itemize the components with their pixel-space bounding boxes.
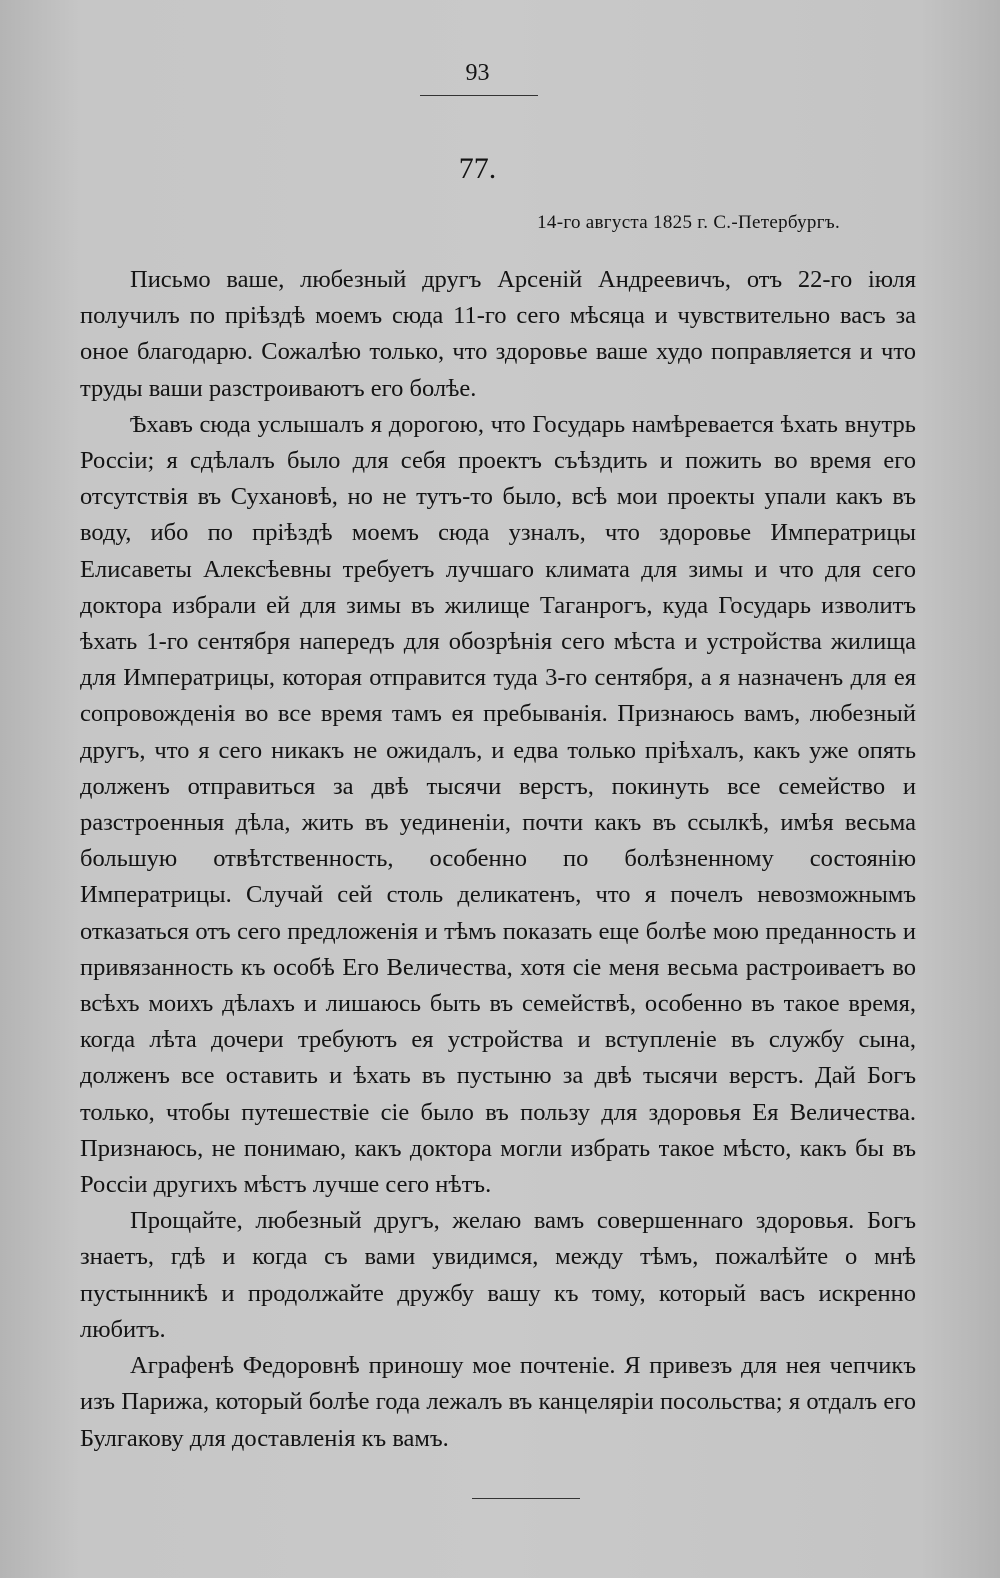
page-number: 93 (465, 60, 490, 86)
paragraph: Письмо ваше, любезный другъ Арсеній Андреевичъ, отъ 22-го іюля получилъ по пріѣздѣ моемъ сюда 11-го сего мѣсяца и чувствительно васъ за оное благодарю. Сожалѣю только, что здоровье ваше худо поправляется и что труды ваши разстроиваютъ его болѣе. (80, 266, 916, 402)
header-rule (420, 95, 538, 96)
dateline: 14-го августа 1825 г. С.-Петербургъ. (537, 212, 840, 233)
paragraph: Аграфенѣ Федоровнѣ приношу мое почтеніе. Я привезъ для нея чепчикъ изъ Парижа, который болѣе года лежалъ въ канцеляріи посольства; я отдалъ его Булгакову для доставленія къ вамъ. (80, 1352, 916, 1452)
letter-number: 77. (458, 152, 497, 185)
paragraph: Ѣхавъ сюда услышалъ я дорогою, что Государь намѣревается ѣхать внутрь Россіи; я сдѣлалъ было для себя проектъ съѣздить и пожить во время его отсутствія въ Сухановѣ, но не тутъ-то было, всѣ мои проекты упали какъ въ воду, ибо по пріѣздѣ моемъ сюда узналъ, что здоровье Императрицы Елисаветы Алексѣевны требуетъ лучшаго климата для зимы и что для сего доктора избрали ей для зимы въ жилище Таганрогъ, куда Государь изволитъ ѣхать 1-го сентября напередъ для обозрѣнія сего мѣста и устройства жилища для Императрицы, которая отправится туда 3-го сентября, а я назначенъ для ея сопровожденія во все время тамъ ея пребыванія. Признаюсь вамъ, любезный другъ, что я сего никакъ не ожидалъ, и едва только пріѣхалъ, какъ уже опять долженъ отправиться за двѣ тысячи верстъ, покинуть все семейство и разстроенныя дѣла, жить въ уединеніи, почти какъ въ ссылкѣ, имѣя весьма большую отвѣтственность, особенно по болѣзненному состоянію Императрицы. Случай сей столь деликатенъ, что я почелъ невозможнымъ отказаться отъ сего предложенія и тѣмъ показать еще болѣе мою преданность и привязанность къ особѣ Его Величества, хотя сіе меня весьма растроиваетъ во всѣхъ моихъ дѣлахъ и лишаюсь быть въ семействѣ, особенно въ такое время, когда лѣта дочери требуютъ ея устройства и вступленіе въ службу сына, долженъ все оставить и ѣхать въ пустыню за двѣ тысячи верстъ. Дай Богъ только, чтобы путешествіе сіе было въ пользу для здоровья Ея Величества. Признаюсь, не понимаю, какъ доктора могли избрать такое мѣсто, какъ бы въ Россіи другихъ мѣстъ лучше сего нѣтъ. (80, 410, 916, 1199)
paragraph: Прощайте, любезный другъ, желаю вамъ совершеннаго здоровья. Богъ знаетъ, гдѣ и когда съ вами увидимся, между тѣмъ, пожалѣйте о мнѣ пустынникѣ и продолжайте дружбу вашу къ тому, который васъ искренно любитъ. (80, 1207, 916, 1343)
footer-rule (472, 1498, 580, 1499)
letter-body (80, 262, 916, 1457)
